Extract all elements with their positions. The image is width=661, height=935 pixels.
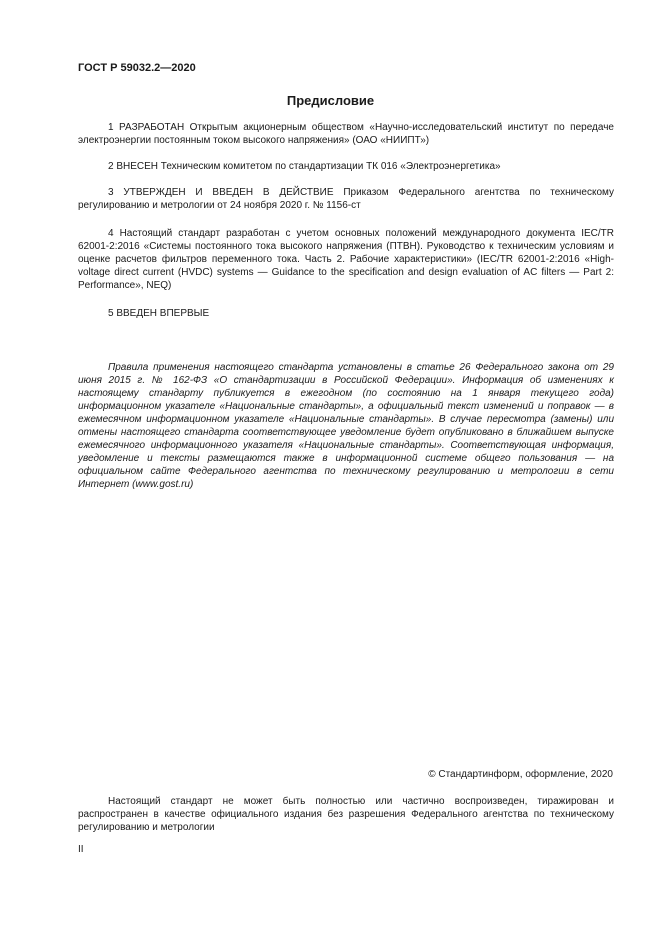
foreword-item-2: 2 ВНЕСЕН Техническим комитетом по стандартизации ТК 016 «Электроэнергетика» (108, 161, 501, 172)
foreword-item-3: 3 УТВЕРЖДЕН И ВВЕДЕН В ДЕЙСТВИЕ Приказом Федерального агентства по техническому регулированию и метрологии от 24 ноября 2020 г. № 1156-ст (78, 187, 614, 211)
standard-application-notice: Правила применения настоящего стандарта установлены в статье 26 Федерального закона от 29 июня 2015 г. № 162-ФЗ «О стандартизации в Российской Федерации». Информация об изменениях к настоящему стандарту публикуется в ежегодном (по состоянию на 1 января текущего года) информационном указателе «Национальные стандарты», а официальный текст изменений и поправок — в ежемесячном информационном указателе «Национальные стандарты». В случае пересмотра (замены) или отмены настоящего стандарта соответствующее уведомление будет опубликовано в ближайшем выпуске ежемесячного информационного указателя «Национальные стандарты». Соответствующая информация, уведомление и тексты размещаются также в информационной системе общего пользования — на официальном сайте Федерального агентства по техническому регулированию и метрологии в сети Интернет (www.gost.ru) (78, 362, 614, 490)
foreword-item-1: 1 РАЗРАБОТАН Открытым акционерным обществом «Научно-исследовательский институт по передаче электроэнергии постоянным током высокого напряжения» (ОАО «НИИПТ») (78, 122, 614, 146)
page-number: II (78, 844, 84, 855)
copyright-line: © Стандартинформ, оформление, 2020 (428, 769, 613, 780)
reproduction-notice: Настоящий стандарт не может быть полностью или частично воспроизведен, тиражирован и распространен в качестве официального издания без разрешения Федерального агентства по техническому регулированию и метрологии (78, 796, 614, 833)
foreword-item-4: 4 Настоящий стандарт разработан с учетом основных положений международного документа IEC/TR 62001-2:2016 «Системы постоянного тока высокого напряжения (ПТВН). Руководство к техническим условиям и оценке расчетов фильтров переменного тока. Часть 2. Рабочие характеристики» (IEC/TR 62001-2:2016 «High-voltage direct current (HVDC) systems — Guidance to the specification and design evaluation of AC filters — Part 2: Performance», NEQ) (78, 228, 614, 291)
foreword-item-5: 5 ВВЕДЕН ВПЕРВЫЕ (108, 308, 210, 319)
section-title: Предисловие (286, 93, 375, 108)
document-id-header: ГОСТ Р 59032.2—2020 (78, 62, 196, 74)
